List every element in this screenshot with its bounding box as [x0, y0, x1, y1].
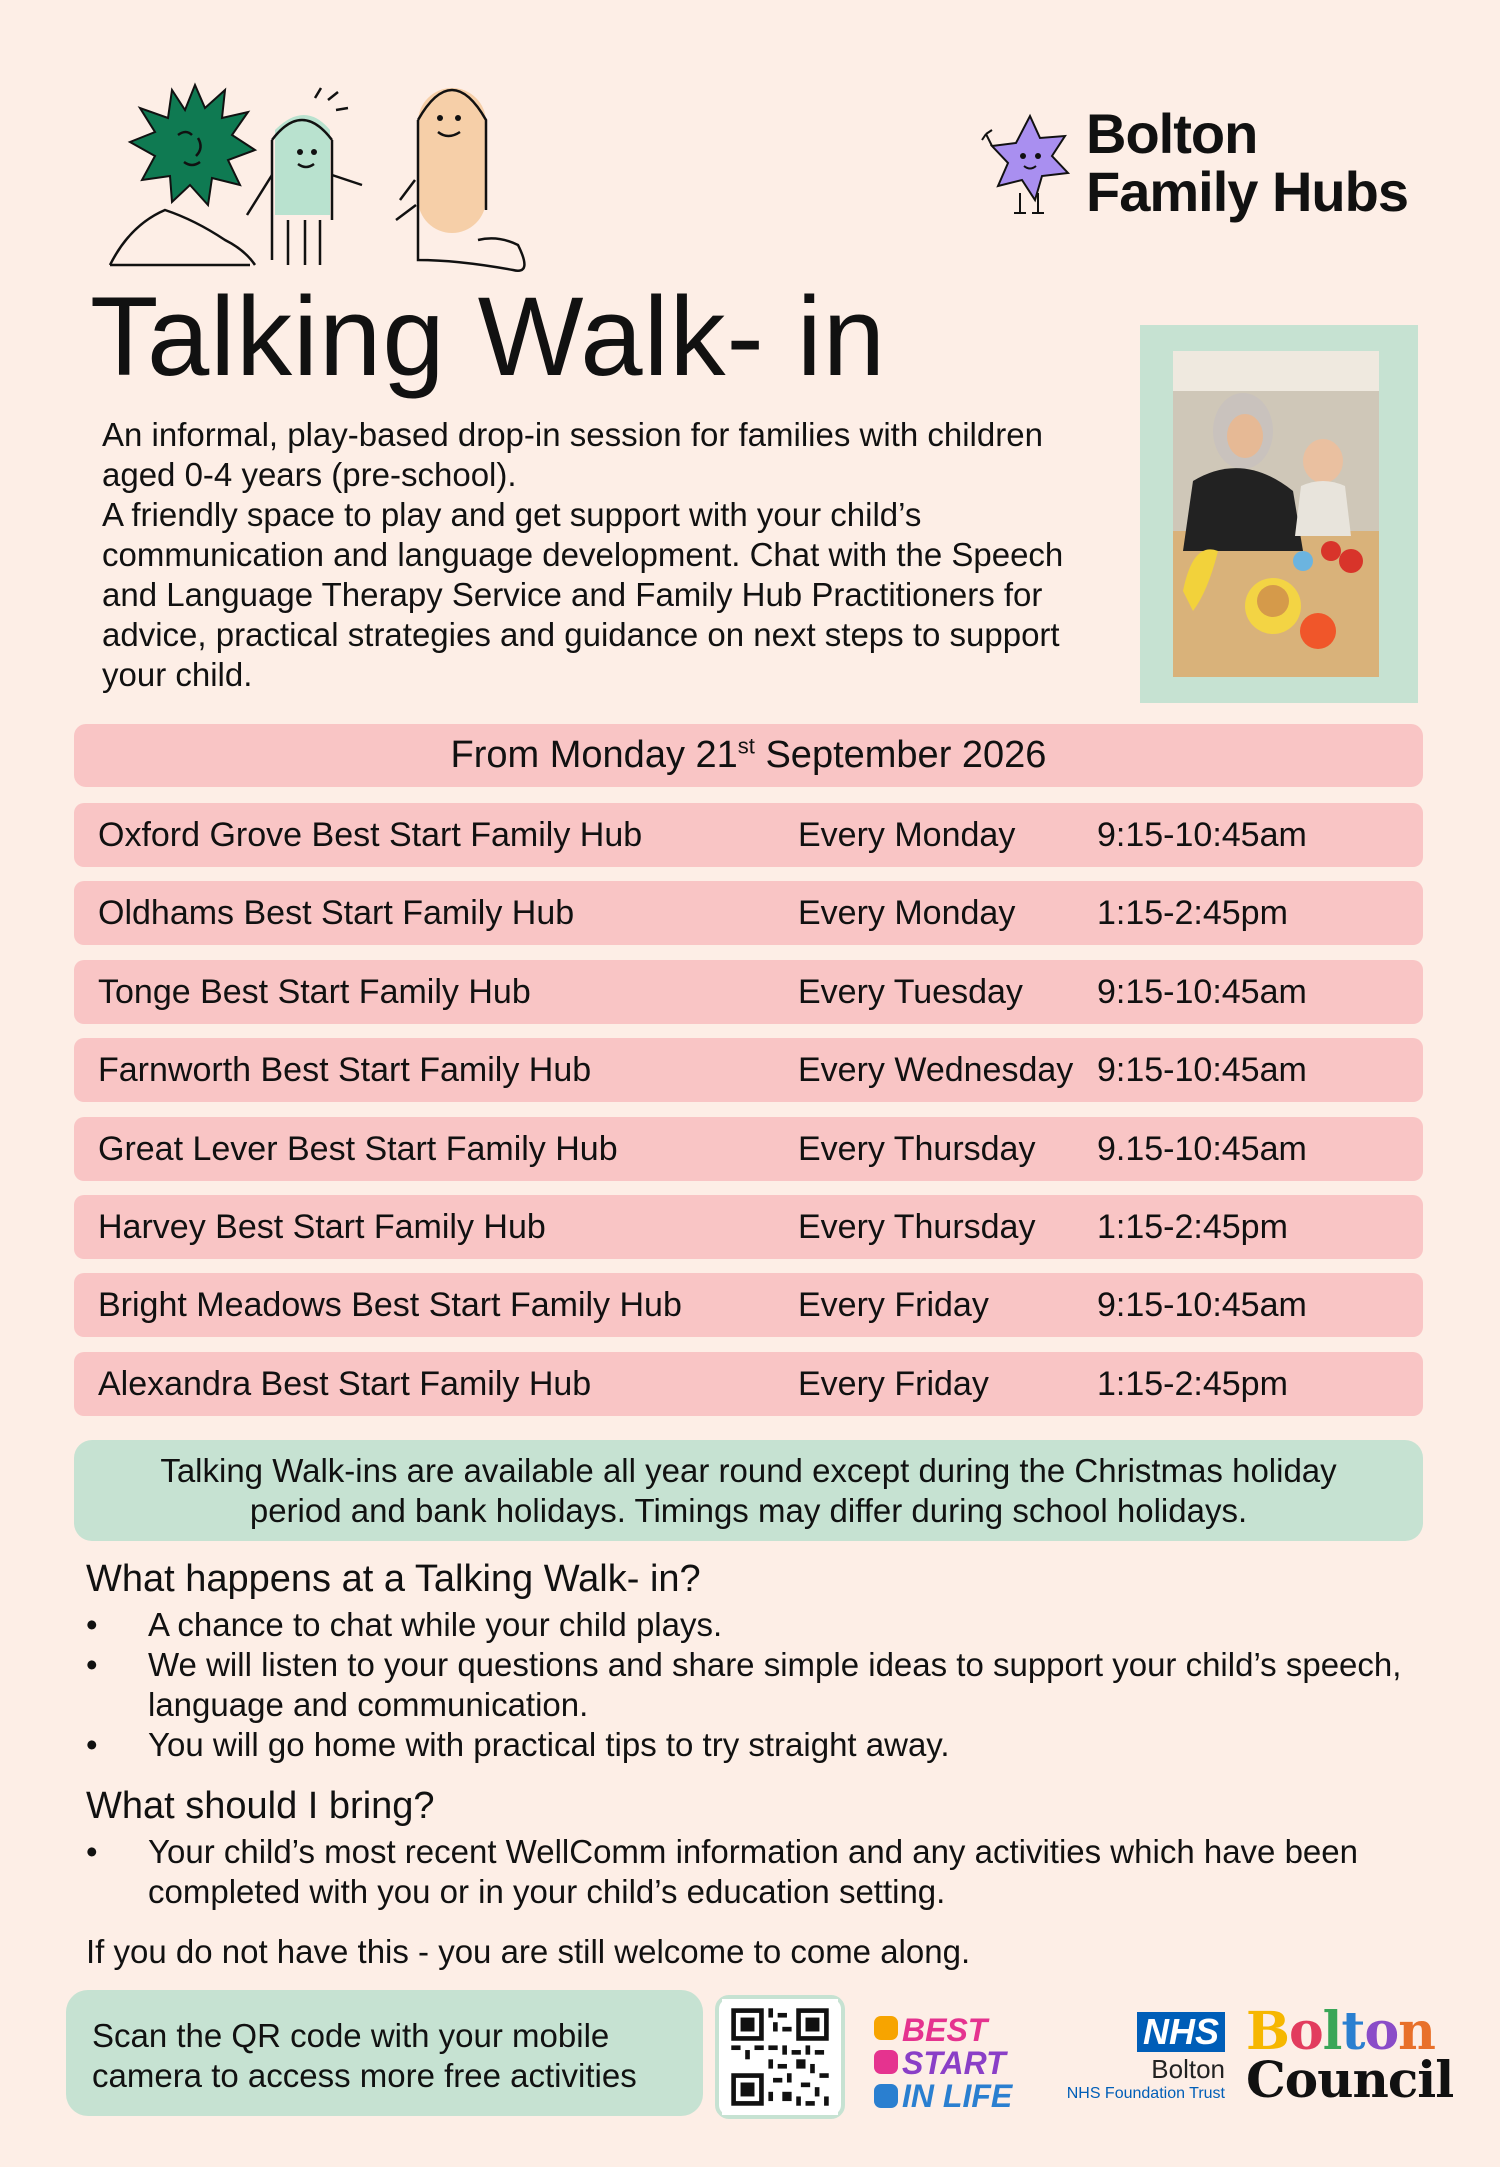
list-item: • Your child’s most recent WellComm information and any activities which have been completed with you or in your child’s education setting.	[86, 1832, 1456, 1912]
schedule-row	[74, 1038, 1423, 1102]
list-item: • A chance to chat while your child plays.	[86, 1605, 1446, 1645]
time: 1:15-2:45pm	[1097, 1364, 1288, 1403]
venue: Oxford Grove Best Start Family Hub	[98, 816, 643, 854]
time: 9:15-10:45am	[1097, 1051, 1307, 1090]
what-bring-list	[86, 1832, 1456, 1912]
bolton-family-hubs-logo	[980, 102, 1408, 223]
nhs-badge: NHS	[1137, 2012, 1225, 2052]
brand-line-1: Bolton	[1086, 102, 1258, 165]
intro-paragraph-2: A friendly space to play and get support with your child’s communication and language development. Chat with the Speech and Language Therapy Service and Family Hub Practitioners for advice, practical strategies and guidance on next steps to support your child.	[102, 496, 1064, 693]
qr-instructions	[66, 1990, 703, 2116]
brand-line-2: Family Hubs	[1086, 160, 1408, 223]
nhs-bolton-logo	[1035, 2012, 1225, 2104]
time: 9:15-10:45am	[1097, 1286, 1307, 1325]
what-bring-heading: What should I bring?	[86, 1785, 435, 1827]
nhs-trust-label: NHS Foundation Trust	[1066, 2085, 1225, 2102]
qr-text-line-1: Scan the QR code with your mobile	[92, 2017, 610, 2054]
nhs-trust-name: Bolton	[1151, 2054, 1225, 2084]
time: 9:15-10:45am	[1097, 972, 1307, 1011]
day: Every Thursday	[798, 1129, 1036, 1168]
best-start-in-life-logo	[872, 2012, 1022, 2122]
availability-note	[74, 1440, 1423, 1541]
note-line-2: period and bank holidays. Timings may differ during school holidays.	[249, 1492, 1248, 1529]
schedule-row	[74, 1352, 1423, 1416]
bolton-council-logo	[1246, 2001, 1454, 2109]
venue: Tonge Best Start Family Hub	[98, 972, 531, 1011]
time: 1:15-2:45pm	[1097, 1207, 1288, 1246]
photo-parent-child-playing	[1173, 351, 1379, 677]
time: 9:15-10:45am	[1097, 816, 1307, 854]
time: 1:15-2:45pm	[1097, 894, 1288, 933]
day: Every Thursday	[798, 1207, 1036, 1246]
intro-paragraph-1: An informal, play-based drop-in session for families with children aged 0-4 years (pre-school).	[102, 416, 1043, 493]
qr-text-line-2: camera to access more free activities	[92, 2057, 637, 2094]
venue: Bright Meadows Best Start Family Hub	[98, 1286, 682, 1325]
list-item: • We will listen to your questions and share simple ideas to support your child’s speech, language and communication.	[86, 1645, 1446, 1725]
day: Every Tuesday	[798, 972, 1023, 1011]
qr-code-icon[interactable]	[715, 1995, 845, 2119]
date-ordinal: st	[737, 733, 755, 759]
bsil-word-1: BEST	[902, 2012, 988, 2048]
venue: Oldhams Best Start Family Hub	[98, 894, 575, 933]
council-word-1: Bolton	[1246, 2001, 1435, 2062]
page-title: Talking Walk- in	[90, 274, 887, 399]
day: Every Monday	[798, 894, 1016, 933]
date-suffix: September 2026	[754, 734, 1047, 776]
venue: Farnworth Best Start Family Hub	[98, 1051, 592, 1090]
day: Every Friday	[798, 1286, 989, 1325]
intro-text	[102, 415, 1082, 695]
session-schedule	[74, 803, 1423, 1430]
day: Every Monday	[798, 816, 1016, 854]
venue: Great Lever Best Start Family Hub	[98, 1129, 618, 1168]
bsil-word-2: START	[902, 2045, 1006, 2081]
what-happens-list	[86, 1605, 1446, 1765]
bsil-word-3: IN LIFE	[902, 2078, 1013, 2114]
family-hubs-star-mascot-icon	[980, 108, 1080, 218]
date-prefix: From Monday 21	[450, 734, 738, 776]
time: 9.15-10:45am	[1097, 1129, 1307, 1168]
schedule-row	[74, 1195, 1423, 1259]
note-line-1: Talking Walk-ins are available all year round except during the Christmas holiday	[160, 1452, 1337, 1489]
cartoon-characters-illustration	[100, 80, 590, 285]
schedule-row	[74, 881, 1423, 945]
schedule-row	[74, 1117, 1423, 1181]
venue: Alexandra Best Start Family Hub	[98, 1364, 592, 1403]
venue: Harvey Best Start Family Hub	[98, 1207, 546, 1246]
closing-text: If you do not have this - you are still welcome to come along.	[86, 1933, 971, 1970]
what-happens-heading: What happens at a Talking Walk- in?	[86, 1558, 701, 1600]
start-date-banner	[74, 724, 1423, 787]
day: Every Friday	[798, 1364, 989, 1403]
schedule-row	[74, 1273, 1423, 1337]
council-word-2: Council	[1246, 2050, 1454, 2109]
day: Every Wednesday	[798, 1051, 1074, 1090]
list-item: • You will go home with practical tips to try straight away.	[86, 1725, 1446, 1765]
schedule-row	[74, 803, 1423, 867]
schedule-row	[74, 960, 1423, 1024]
photo-frame	[1140, 325, 1418, 703]
